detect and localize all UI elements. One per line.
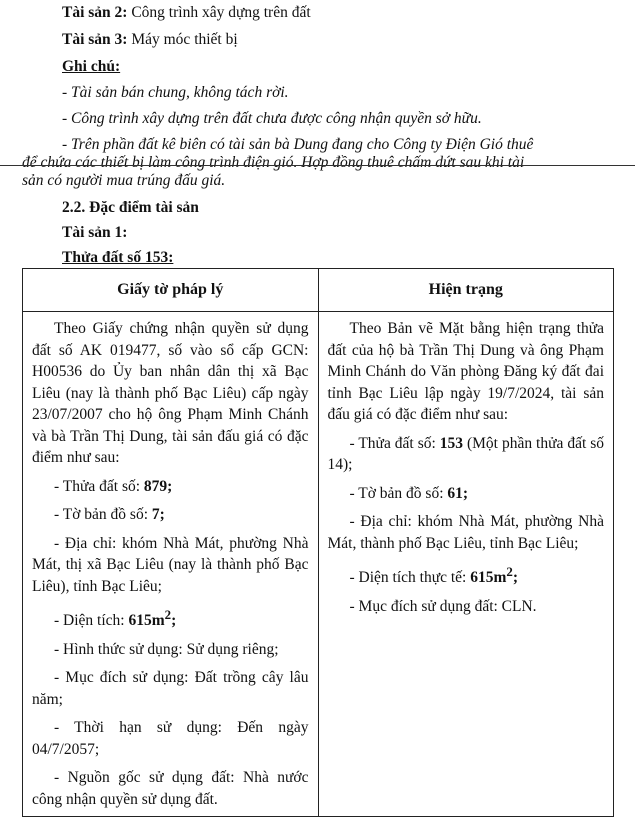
legal-usage-form: - Hình thức sử dụng: Sử dụng riêng; (54, 640, 279, 658)
legal-intro: Theo Giấy chứng nhận quyền sử dụng đất số AK 019477, số vào sổ cấp GCN: H00536 do Ủy ban nhân dân thị xã Bạc Liêu (nay là thành phố Bạc Liêu) cấp ngày 23/07/2007 cho hộ ông Phạm Minh Chánh và bà Trần Thị Dung, tài sản đấu giá có đặc điểm như sau: (32, 320, 309, 466)
legal-parcel: - Thửa đất số: 879; (54, 477, 173, 495)
status-purpose: - Mục đích sử dụng đất: CLN. (349, 597, 537, 615)
asset-3-label: Tài sản 3: (62, 31, 128, 48)
parcel-heading: Thửa đất số 153: (62, 249, 174, 266)
legal-area: - Diện tích: $615m^2$; (54, 607, 177, 630)
status-map: - Tờ bản đồ số: 61; (349, 484, 469, 502)
legal-purpose: - Mục đích sử dụng: Đất trồng cây lâu năm; (32, 669, 309, 708)
col-header-legal: Giấy tờ pháp lý (23, 269, 319, 312)
note-3-line-3: sản có người mua trúng đấu giá. (22, 172, 226, 189)
status-address: - Địa chỉ: khóm Nhà Mát, phường Nhà Mát, thành phố Bạc Liêu, tỉnh Bạc Liêu; (327, 513, 604, 552)
note-3-line-2: để chứa các thiết bị làm công trình điện gió. Hợp đồng thuê chấm dứt sau khi tài (22, 154, 525, 171)
asset-3-text: Máy móc thiết bị (127, 31, 238, 48)
table-row (23, 312, 614, 817)
divider-line (0, 165, 635, 166)
asset-3-line (62, 31, 238, 49)
table-header-row (23, 269, 614, 312)
legal-term: - Thời hạn sử dụng: Đến ngày 04/7/2057; (32, 719, 309, 758)
section-heading: 2.2. Đặc điểm tài sản (62, 199, 199, 216)
legal-cell (23, 312, 319, 817)
status-area: - Diện tích thực tế: $615m^2$; (349, 564, 519, 587)
legal-map: - Tờ bản đồ số: 7; (54, 506, 165, 523)
asset-table (22, 268, 614, 817)
legal-address: - Địa chỉ: khóm Nhà Mát, phường Nhà Mát, thị xã Bạc Liêu (nay là thành phố Bạc Liêu), tỉnh Bạc Liêu; (32, 534, 309, 595)
note-2: - Công trình xây dựng trên đất chưa được công nhận quyền sở hữu. (62, 110, 482, 127)
notes-title: Ghi chú: (62, 58, 121, 75)
asset-2-line (62, 4, 311, 22)
note-3-line-1: - Trên phần đất kê biên có tài sản bà Dung đang cho Công ty Điện Gió thuê (62, 136, 534, 153)
asset-1-label: Tài sản 1: (62, 224, 128, 241)
asset-2-text: Công trình xây dựng trên đất (127, 4, 311, 21)
legal-origin: - Nguồn gốc sử dụng đất: Nhà nước công nhận quyền sử dụng đất. (32, 769, 309, 808)
asset-2-label: Tài sản 2: (62, 4, 128, 21)
note-1: - Tài sản bán chung, không tách rời. (62, 84, 289, 101)
status-intro: Theo Bản vẽ Mặt bằng hiện trạng thửa đất của hộ bà Trần Thị Dung và ông Phạm Minh Chánh do Văn phòng Đăng ký đất đai tỉnh Bạc Liêu lập ngày 19/7/2024, tài sản đấu giá có đặc điểm như sau: (327, 320, 604, 423)
status-cell (318, 312, 614, 817)
col-header-status: Hiện trạng (318, 269, 614, 312)
status-parcel: - Thửa đất số: 153 (Một phần thửa đất số 14); (327, 434, 605, 473)
